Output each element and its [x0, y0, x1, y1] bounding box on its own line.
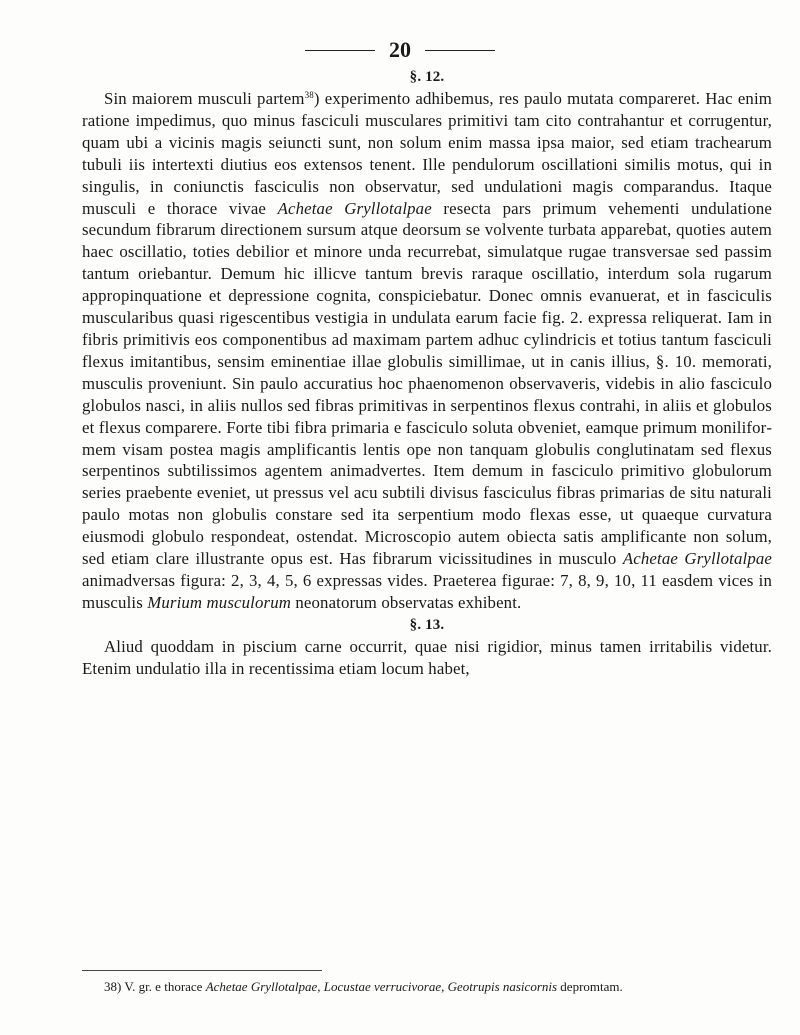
species-name: Locustae verrucivorae — [323, 979, 442, 994]
text-run: , — [317, 979, 324, 994]
text-run: Sin maiorem musculi partem — [104, 89, 305, 108]
species-name: Murium musculorum — [147, 592, 292, 612]
text-run: resecta pars primum vehementi undulatione secundum fibrarum directionem sursum atque deorsum se volvente turbata apparebat, quoties autem haec oscillatio, toties debilior et minore unda recurrebat, simulatque rugae transversae sed passim tantum oriebantur. Demum hic illicve tantum brevis raraque oscillatio, interdum sola rugarum appropinquatione et depressione cognita, conspiciebatur. Donec omnis evanuerat, et in fasciculis muscularibus quasi rigescentibus vestigia in undulata earum facie fig. 2. expressa reliquerat. Iam in fibris primitivis eos componentibus ad maximam partem adhuc cylindricis et totius tantum fasciculi flexus imitantibus, sensim eminentiae illae globulis simillimae, ut in canis illius, §. 10. memorati, musculis proveniunt. Sin paulo accuratius hoc phaenomenon observaveris, videbis in alio fasciculo globulos nasci, in aliis nullos sed fibras primitivas in serpentinos flexus contrahi, in aliis et globulos et flexus comparere. Forte tibi fibra primaria e fasciculo soluta obveniet, eamque primum moniliformem visam postea magis amplificantis lentis ope non tanquam globulis conglutinatam sed flexus serpentinos subtilissimos agentem animadvertes. Item demum in fasciculo primitivo globulorum series praebente eveniet, ut pressus vel acu subtili divisus fasciculus fibras primarias de situ naturali paulo motas non globulis constare sed ita serpentium modo flexas esse, ut quaeque curvatura eiusmodi globulo respondeat, ostendat. Microscopio autem obiecta satis amplificante non solum, sed etiam clare illustrante opus est. Has fibrarum vicissitudines in musculo — [82, 198, 772, 569]
header-rule-right — [425, 50, 495, 51]
footnote-marker: 38) — [104, 979, 122, 994]
paragraph-section-12 — [82, 88, 772, 614]
header-rule-left — [305, 50, 375, 51]
text-run: neonatorum observatas exhibent. — [291, 592, 522, 612]
page-header — [0, 37, 800, 63]
footnote — [82, 978, 772, 995]
species-name: Geotrupis nasicornis — [447, 979, 558, 994]
text-run: animadversas figura: 2, 3, 4, 5, 6 expressas vides. Praeterea figurae: 7, 8, 9, 10, 11 easdem vices in musculis — [82, 570, 772, 612]
species-name: Achetae Gryllotalpae — [622, 549, 772, 569]
text-run: ) experimento adhibemus, res paulo mutata compareret. Hac enim ratione impedimus, quo minus fasciculi musculares primitivi tam cito contrahantur et corrugentur, quam ubi a vicinis magis seiuncti sunt, non solum enim massa ipsa maior, sed etiam trachearum tubuli iis intertexti diutius eos extensos tenent. Ille pendulorum oscillationi similis motus, qui in singulis, in coniunctis fasciculis non observatur, sed undulationi magis comparandus. Itaque musculi e thorace vivae — [82, 89, 772, 218]
section-heading-13: §. 13. — [409, 616, 445, 633]
main-text — [82, 66, 772, 680]
text-run: depromtam. — [557, 979, 623, 994]
paragraph-section-13: Aliud quoddam in piscium carne occurrit, quae nisi rigidior, minus tamen irritabilis videtur. Etenim undulatio illa in recentissima etiam locum habet, — [82, 636, 772, 678]
section-heading-12: §. 12. — [409, 69, 445, 85]
species-name: Achetae Gryllotalpae — [205, 979, 318, 994]
species-name: Achetae Gryllotalpae — [277, 198, 432, 218]
footnote-divider — [82, 970, 322, 971]
page-number: 20 — [389, 37, 411, 62]
footnote-reference: 38 — [304, 90, 314, 100]
text-run: V. gr. e thorace — [121, 979, 206, 994]
text-run: , — [441, 979, 448, 994]
